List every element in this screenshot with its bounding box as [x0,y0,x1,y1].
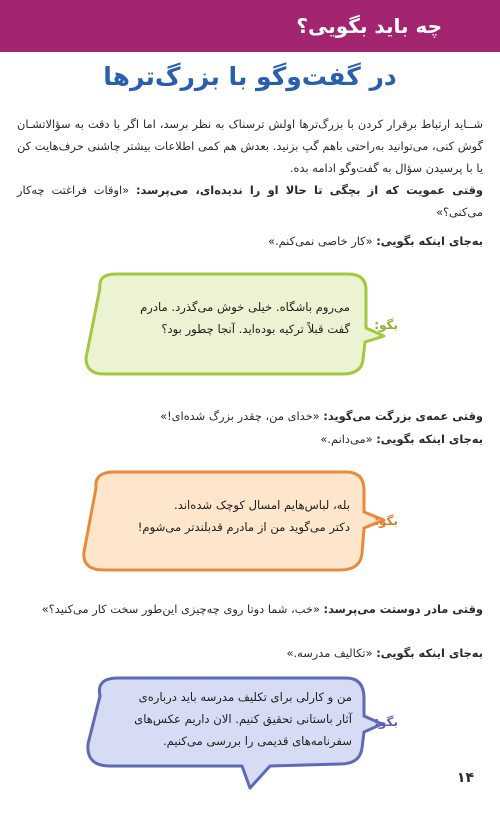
scenario-1-question: «اوقات فراغتت چه‌کار می‌کنی؟» [17,183,483,219]
scenario-3-instead-text: «تکالیف مدرسه.» [286,646,373,660]
scenario-1-instead-label: به‌جای اینکه بگویی: [376,234,483,248]
scenario-2-say-label: بگو: [374,514,398,528]
scenario-3-say-line-1: من و کارلی برای تکلیف مدرسه باید درباره‌ی [138,690,352,704]
scenario-3-say-line-2: آثار باستانی تحقیق کنیم. الان داریم عکس‌های [134,712,352,726]
scenario-1-reply [0,270,500,380]
scenario-1-situation: وقتی عمویت که از بچگی تا حالا او را ندیده‌ای، می‌پرسد: [136,183,484,197]
scenario-1-say-label: بگو: [374,318,398,332]
scenario-3-question: «خب، شما دوتا روی چه‌چیزی این‌طور سخت کار می‌کنید؟» [41,602,320,616]
scenario-2-prompt [17,405,483,427]
scenario-1-prompt [17,179,483,223]
scenario-3-say-line-3: سفرنامه‌های قدیمی را بررسی می‌کنیم. [162,734,352,748]
scenario-3-situation: وقتی مادر دوستت می‌پرسد: [323,602,483,616]
scenario-1-instead [17,230,483,252]
scenario-1-say-text [140,296,350,340]
scenario-2-say-line-2: دکتر می‌گوید من از مادرم قدبلندتر می‌شوم! [137,520,350,534]
scenario-3-instead [17,642,483,664]
scenario-2-situation: وقتی عمه‌ی بزرگت می‌گوید: [323,409,483,423]
scenario-2-instead-text: «می‌دانم.» [320,432,373,446]
header-title: چه باید بگویی؟ [296,14,442,38]
scenario-3-instead-label: به‌جای اینکه بگویی: [376,646,483,660]
scenario-2-question: «خدای من، چقدر بزرگ شده‌ای!» [160,409,320,423]
scenario-3-prompt [17,598,483,620]
scenario-3-say-label: بگو: [374,715,398,729]
scenario-1-say-line-1: می‌روم باشگاه. خیلی خوش می‌گذرد. مادرم [140,300,350,314]
scenario-3-say-text [134,686,352,752]
scenario-2-say-line-1: بله، لباس‌هایم امسال کوچک شده‌اند. [174,498,350,512]
scenario-1-say-line-2: گفت قبلاً ترکیه بوده‌اید. آنجا چطور بود؟ [161,322,350,336]
header-bar [0,0,500,52]
scenario-2-instead [17,428,483,450]
scenario-2-instead-label: به‌جای اینکه بگویی: [376,432,483,446]
scenario-2-say-text [138,494,350,538]
page-number: ۱۴ [456,770,474,786]
intro-paragraph: شــاید ارتباط برقرار کردن با بزرگ‌ترها اولش ترسناک به نظر برسد، اما اگر با دقت به سؤالاتشـان گوش کنی، می‌توانید به‌راحتی باهم گپ بزنید. بعدش هم کمی اطلاعات بیشتر چاشنی حرف‌هایت کن یا با پرسیدن سؤال به گفت‌وگو ادامه بده. [17,117,483,175]
scenario-2-reply [0,466,500,576]
scenario-1-instead-text: «کار خاصی نمی‌کنم.» [268,234,373,248]
scenario-3-reply [0,672,500,790]
section-subtitle: در گفت‌وگو با بزرگ‌ترها [103,62,397,91]
